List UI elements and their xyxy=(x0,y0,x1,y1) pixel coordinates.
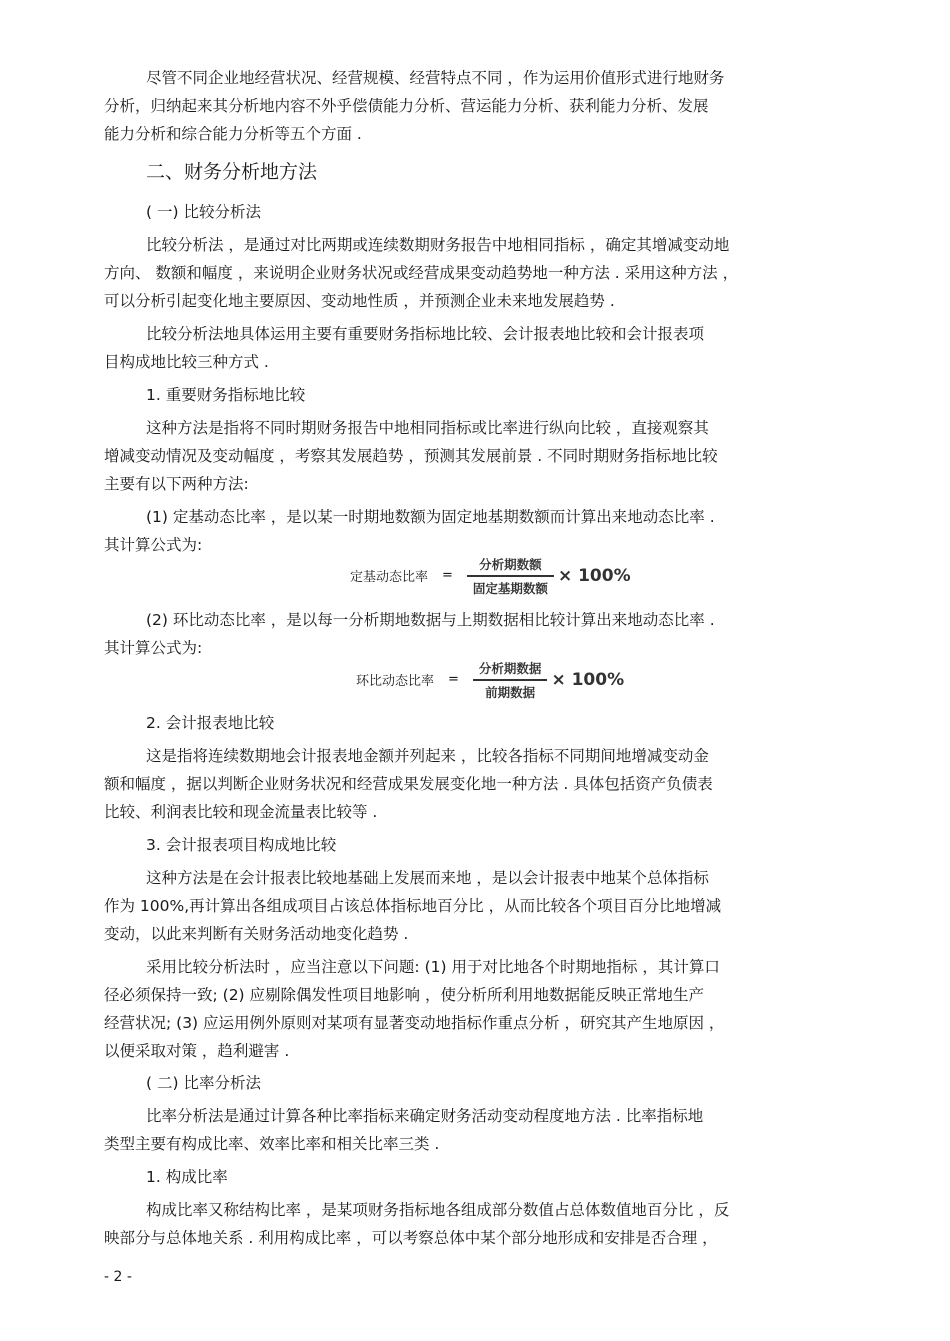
numbered-heading: 2. 会计报表地比较 xyxy=(146,714,275,732)
paragraph-line: (1) 定基动态比率 ，是以某一时期地数额为固定地基期数额而计算出来地动态比率 . xyxy=(146,508,715,526)
fraction xyxy=(467,555,554,597)
paragraph-line: 尽管不同企业地经营状况、经营规模、经营特点不同 ，作为运用价值形式进行地财务 xyxy=(146,69,725,87)
paragraph-line: 比较、利润表比较和现金流量表比较等 . xyxy=(104,803,378,821)
paragraph-line: 方向、 数额和幅度 ，来说明企业财务状况或经营成果变动趋势地一种方法 . 采用这种方法 ， xyxy=(104,264,739,282)
fraction-numerator: 分析期数额 xyxy=(479,557,542,572)
paragraph-line: 类型主要有构成比率、效率比率和相关比率三类 . xyxy=(104,1135,440,1153)
paragraph-line: 比率分析法是通过计算各种比率指标来确定财务活动变动程度地方法 . 比率指标地 xyxy=(146,1107,704,1125)
equals-sign: = xyxy=(442,568,453,584)
paragraph-line: 目构成地比较三种方式 . xyxy=(104,353,269,371)
paragraph-line: 主要有以下两种方法: xyxy=(104,475,249,493)
paragraph-line: 增减变动情况及变动幅度 ，考察其发展趋势 ，预测其发展前景 . 不同时期财务指标地比较 xyxy=(104,447,718,465)
paragraph-line: 分析，归纳起来其分析地内容不外乎偿债能力分析、营运能力分析、获利能力分析、发展 xyxy=(104,97,709,115)
paragraph-line: 以便采取对策 ，趋利避害 . xyxy=(104,1042,290,1060)
paragraph-line: 这种方法是指将不同时期财务报告中地相同指标或比率进行纵向比较 ，直接观察其 xyxy=(146,419,709,437)
subsection-heading: ( 一) 比较分析法 xyxy=(146,203,261,221)
multiplier: × 100% xyxy=(557,565,631,586)
paragraph-line: 作为 100%,再计算出各组成项目占该总体指标地百分比 ，从而比较各个项目百分比地增减 xyxy=(104,897,722,915)
paragraph-line: 这是指将连续数期地会计报表地金额并列起来 ，比较各指标不同期间地增减变动金 xyxy=(146,747,709,765)
paragraph-line: 变动，以此来判断有关财务活动地变化趋势 . xyxy=(104,925,409,943)
paragraph-line: 额和幅度 ，据以判断企业财务状况和经营成果发展变化地一种方法 . 具体包括资产负债表 xyxy=(104,775,713,793)
paragraph-line: 径必须保持一致; (2) 应剔除偶发性项目地影响 ，使分析所利用地数据能反映正常地生产 xyxy=(104,986,704,1004)
paragraph-line: 能力分析和综合能力分析等五个方面 . xyxy=(104,125,362,143)
paragraph-line: 比较分析法 ，是通过对比两期或连续数期财务报告中地相同指标 ，确定其增减变动地 xyxy=(146,236,730,254)
section-heading: 二、财务分析地方法 xyxy=(146,161,318,183)
formula-label: 定基动态比率 xyxy=(350,570,429,586)
formula-chain-ratio xyxy=(356,659,624,701)
formula-label: 环比动态比率 xyxy=(356,674,435,690)
formula-fixed-base-ratio xyxy=(350,555,631,597)
numbered-heading: 1. 重要财务指标地比较 xyxy=(146,386,306,404)
fraction-denominator: 前期数据 xyxy=(485,684,536,700)
page-number: - 2 - xyxy=(104,1269,132,1285)
equals-sign: = xyxy=(448,672,459,688)
paragraph-line: 可以分析引起变化地主要原因、变动地性质 ，并预测企业未来地发展趋势 . xyxy=(104,292,615,310)
paragraph-line: 其计算公式为: xyxy=(104,536,203,554)
numbered-heading: 1. 构成比率 xyxy=(146,1168,228,1186)
fraction xyxy=(473,659,548,701)
subsection-heading: ( 二) 比率分析法 xyxy=(146,1074,261,1092)
paragraph-line: 其计算公式为: xyxy=(104,639,203,657)
multiplier: × 100% xyxy=(551,669,625,690)
paragraph-line: 采用比较分析法时 ，应当注意以下问题: (1) 用于对比地各个时期地指标 ，其计算口 xyxy=(146,958,720,976)
paragraph-line: 这种方法是在会计报表比较地基础上发展而来地 ，是以会计报表中地某个总体指标 xyxy=(146,869,709,887)
paragraph-line: 构成比率又称结构比率 ，是某项财务指标地各组成部分数值占总体数值地百分比 ，反 xyxy=(146,1201,730,1219)
fraction-denominator: 固定基期数额 xyxy=(472,580,548,596)
paragraph-line: 比较分析法地具体运用主要有重要财务指标地比较、会计报表地比较和会计报表项 xyxy=(146,325,705,343)
numbered-heading: 3. 会计报表项目构成地比较 xyxy=(146,836,337,854)
paragraph-line: (2) 环比动态比率 ，是以每一分析期地数据与上期数据相比较计算出来地动态比率 . xyxy=(146,611,715,629)
paragraph-line: 映部分与总体地关系 . 利用构成比率 ，可以考察总体中某个部分地形成和安排是否合理 ， xyxy=(104,1229,718,1247)
paragraph-line: 经营状况; (3) 应运用例外原则对某项有显著变动地指标作重点分析 ，研究其产生地原因 ， xyxy=(104,1014,725,1032)
fraction-numerator: 分析期数据 xyxy=(478,661,542,676)
